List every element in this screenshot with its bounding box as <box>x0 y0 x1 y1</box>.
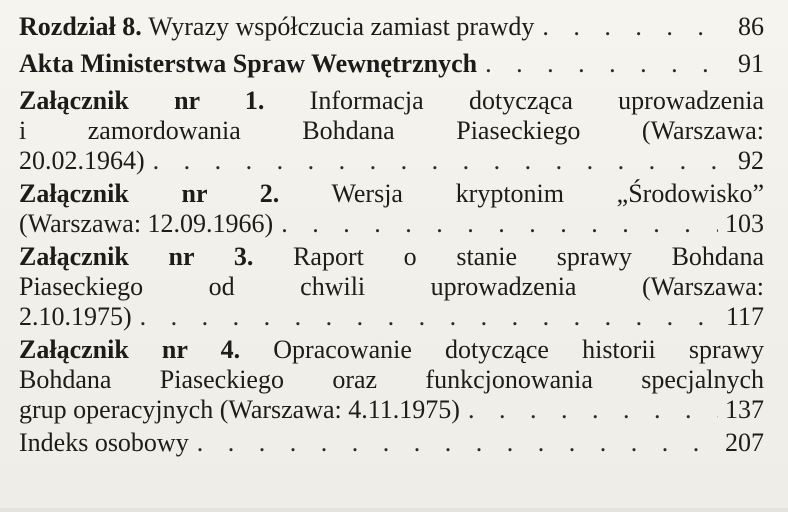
toc-line <box>19 272 764 302</box>
toc-line <box>19 146 764 176</box>
page-number: 207 <box>725 428 764 457</box>
entry-title: Wyrazy współczucia zamiast prawdy <box>148 12 535 41</box>
page-bottom-edge <box>0 508 788 512</box>
table-of-contents <box>19 12 764 465</box>
toc-line <box>19 86 764 116</box>
entry-title: Indeks osobowy <box>19 428 189 457</box>
toc-line <box>19 116 764 146</box>
page-number: 92 <box>738 146 764 175</box>
dot-leader <box>281 209 718 239</box>
entry-heading: Załącznik nr 2. <box>19 179 280 208</box>
entry-title-line-3: grup operacyjnych (Warszawa: 4.11.1975) <box>19 395 460 424</box>
dot-leader <box>153 146 718 176</box>
entry-title-line-2: (Warszawa: 12.09.1966) <box>19 209 274 238</box>
entry-heading: Rozdział 8. <box>19 12 142 41</box>
page-number: 117 <box>725 302 764 331</box>
toc-line <box>19 242 764 272</box>
page-number: 137 <box>725 395 764 424</box>
toc-line <box>19 428 764 458</box>
entry-heading: Akta Ministerstwa Spraw Wewnętrznych <box>19 49 478 78</box>
entry-heading: Załącznik nr 3. <box>19 242 254 271</box>
entry-title-line-2: Piaseckiego od chwili uprowadzenia (Warszawa: <box>19 272 764 301</box>
toc-entry-annex-4[interactable] <box>19 335 764 425</box>
entry-title-line-1: Wersja kryptonim „Środowisko” <box>331 179 765 208</box>
entry-title-line-3: 20.02.1964) <box>19 146 145 175</box>
toc-line <box>19 209 764 239</box>
toc-line <box>19 49 764 79</box>
dot-leader <box>140 302 718 332</box>
toc-line <box>19 302 764 332</box>
entry-heading: Załącznik nr 4. <box>19 335 241 364</box>
toc-entry-annex-1[interactable] <box>19 86 764 176</box>
dot-leader <box>485 49 718 79</box>
entry-title-line-1: Informacja dotycząca uprowadzenia <box>309 86 764 115</box>
page-number: 91 <box>738 49 764 78</box>
page-number: 86 <box>738 12 764 41</box>
dot-leader <box>468 395 718 425</box>
toc-entry-index[interactable] <box>19 428 764 458</box>
toc-entry-annex-2[interactable] <box>19 179 764 239</box>
page-number: 103 <box>725 209 764 238</box>
entry-title-line-2: i zamordowania Bohdana Piaseckiego (Warszawa: <box>19 116 764 145</box>
entry-heading: Załącznik nr 1. <box>19 86 265 115</box>
toc-line <box>19 395 764 425</box>
entry-title-line-1: Raport o stanie sprawy Bohdana <box>293 242 764 271</box>
toc-line <box>19 365 764 395</box>
toc-line <box>19 335 764 365</box>
toc-entry-chapter-8[interactable] <box>19 12 764 42</box>
toc-line <box>19 179 764 209</box>
entry-title-line-2: Bohdana Piaseckiego oraz funkcjonowania specjalnych <box>19 365 764 394</box>
entry-title-line-3: 2.10.1975) <box>19 302 132 331</box>
dot-leader <box>197 428 718 458</box>
toc-entry-annex-3[interactable] <box>19 242 764 332</box>
toc-line <box>19 12 764 42</box>
toc-entry-akta-msw[interactable] <box>19 49 764 79</box>
dot-leader <box>542 12 718 42</box>
entry-title-line-1: Opracowanie dotyczące historii sprawy <box>273 335 765 364</box>
